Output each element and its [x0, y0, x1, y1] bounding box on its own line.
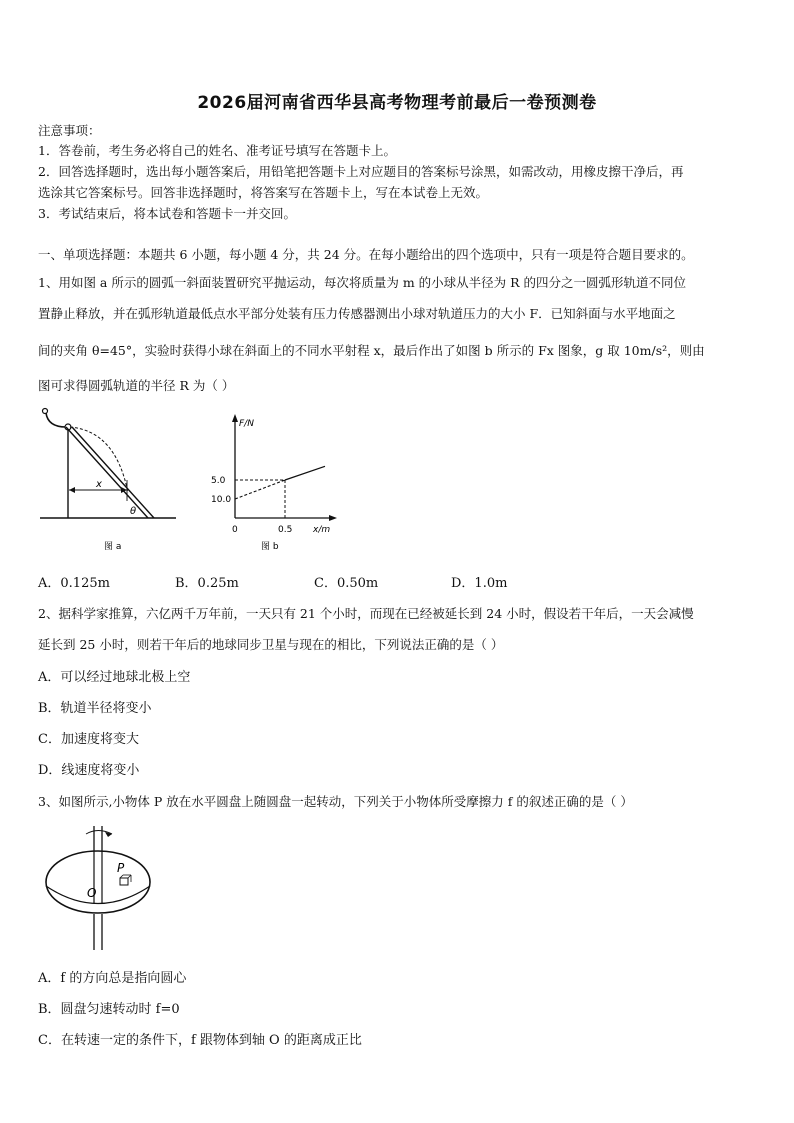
x-axis-label: x/m	[313, 525, 331, 535]
series-line-dashed	[235, 480, 285, 499]
y-tick-label: 5.0	[211, 476, 226, 486]
option-a[interactable]: A．0.125m	[38, 576, 110, 591]
y-tick-label: 10.0	[211, 495, 232, 505]
option-d[interactable]: D．线速度将变小	[38, 763, 140, 778]
option-b[interactable]: B．0.25m	[175, 576, 239, 591]
option-c[interactable]: C．在转速一定的条件下，f 跟物体到轴 O 的距离成正比	[38, 1033, 362, 1048]
notice-item: 1．答卷前，考生务必将自己的姓名、准考证号填写在答题卡上。	[38, 143, 396, 158]
option-c[interactable]: C．加速度将变大	[38, 732, 139, 747]
option-b[interactable]: B．轨道半径将变小	[38, 701, 152, 716]
question-1-line: 1、用如图 a 所示的圆弧一斜面装置研究平抛运动，每次将质量为 m 的小球从半径为 R 的四分之一圆弧形轨道不同位	[38, 275, 687, 290]
label-p: P	[117, 861, 125, 875]
y-axis-label: F/N	[239, 419, 254, 429]
figure-rotating-disk	[40, 824, 160, 952]
option-a[interactable]: A．f 的方向总是指向圆心	[38, 971, 187, 986]
x-tick-label: 0	[232, 525, 238, 535]
question-2-line: 延长到 25 小时，则若干年后的地球同步卫星与现在的相比，下列说法正确的是（ ）	[38, 637, 504, 652]
figure-a-caption: 图 a	[104, 542, 122, 552]
series-line	[285, 466, 325, 480]
notice-heading: 注意事项：	[38, 123, 101, 138]
question-3-line: 3、如图所示,小物体 P 放在水平圆盘上随圆盘一起转动，下列关于小物体所受摩擦力 f 的叙述正确的是（ ）	[38, 794, 633, 809]
option-a[interactable]: A．可以经过地球北极上空	[38, 670, 191, 685]
notice-item: 2．回答选择题时，选出每小题答案后，用铅笔把答题卡上对应题目的答案标号涂黑，如需改动，用橡皮擦干净后，再	[38, 164, 684, 179]
question-1-line: 置静止释放，并在弧形轨道最低点水平部分处装有压力传感器测出小球对轨道压力的大小 F．已知斜面与水平地面之	[38, 306, 676, 321]
figure-b-caption: 图 b	[261, 542, 279, 552]
option-d[interactable]: D．1.0m	[451, 576, 508, 591]
notice-item: 3．考试结束后，将本试卷和答题卡一并交回。	[38, 206, 296, 221]
question-1-line: 图可求得圆弧轨道的半径 R 为（ ）	[38, 378, 235, 393]
x-tick-label: 0.5	[278, 525, 293, 535]
option-c[interactable]: C．0.50m	[314, 576, 379, 591]
notice-item: 选涂其它答案标号。回答非选择题时，将答案写在答题卡上，写在本试卷上无效。	[38, 185, 489, 200]
section-heading: 一、单项选择题：本题共 6 小题，每小题 4 分，共 24 分。在每小题给出的四个选项中，只有一项是符合题目要求的。	[38, 247, 694, 262]
label-o: O	[87, 886, 97, 900]
option-b[interactable]: B．圆盘匀速转动时 f=0	[38, 1002, 180, 1017]
figure-b-chart	[205, 410, 340, 555]
question-1-line: 间的夹角 θ=45°，实验时获得小球在斜面上的不同水平射程 x，最后作出了如图 b 所示的 Fx 图象，g 取 10m/s²，则由	[38, 343, 705, 358]
question-2-line: 2、据科学家推算，六亿两千万年前，一天只有 21 个小时，而现在已经被延长到 24 小时，假设若干年后，一天会减慢	[38, 606, 694, 621]
figure-a-x-label: x	[96, 479, 102, 490]
figure-a-angle-label: θ	[130, 506, 137, 517]
page-title: 2026届河南省西华县高考物理考前最后一卷预测卷	[197, 93, 597, 113]
figure-a	[36, 405, 186, 555]
